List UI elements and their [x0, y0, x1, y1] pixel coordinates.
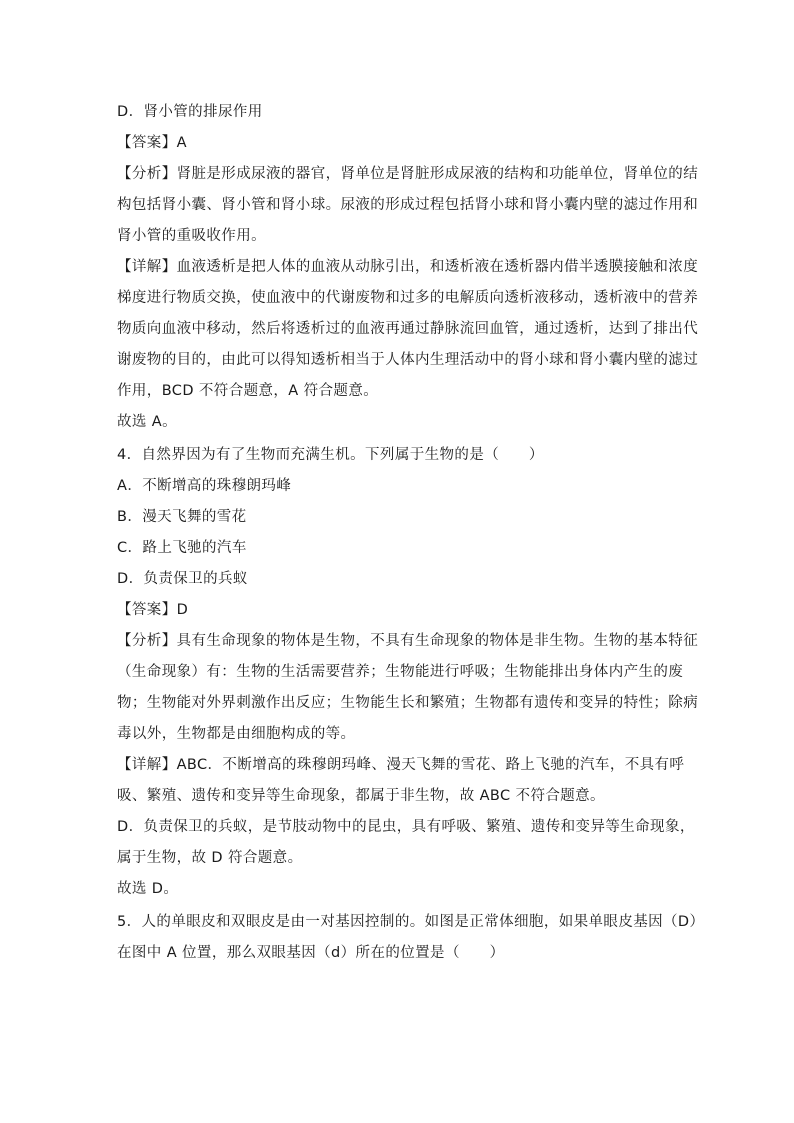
option-b-q4: B．漫天飞舞的雪花 — [117, 509, 247, 525]
analysis-q3-line1: 【分析】肾脏是形成尿液的器官，肾单位是肾脏形成尿液的结构和功能单位，肾单位的结 — [117, 166, 699, 182]
option-d-q4: D．负责保卫的兵蚁 — [117, 571, 248, 587]
analysis-q4-line3: 物；生物能对外界刺激作出反应；生物能生长和繁殖；生物都有遗传和变异的特性；除病 — [117, 695, 699, 711]
explanation-q3-line3: 物质向血液中移动，然后将透析过的血液再通过静脉流回血管，通过透析，达到了排出代 — [117, 321, 699, 337]
choice-q4: 故选 D。 — [117, 881, 179, 897]
answer-q3: 【答案】A — [117, 135, 187, 151]
explanation-q4-line3: D．负责保卫的兵蚁，是节肢动物中的昆虫，具有呼吸、繁殖、遗传和变异等生命现象， — [117, 819, 695, 835]
answer-q4: 【答案】D — [117, 602, 189, 618]
analysis-q4-line2: （生命现象）有：生物的生活需要营养；生物能进行呼吸；生物能排出身体内产生的废 — [117, 664, 684, 680]
analysis-q4-line1: 【分析】具有生命现象的物体是生物，不具有生命现象的物体是非生物。生物的基本特征 — [117, 633, 699, 649]
analysis-q4-line4: 毒以外，生物都是由细胞构成的等。 — [117, 726, 356, 742]
choice-q3: 故选 A。 — [117, 414, 178, 430]
explanation-q4-line2: 吸、繁殖、遗传和变异等生命现象，都属于非生物，故 ABC 不符合题意。 — [117, 788, 605, 804]
question-4: 4．自然界因为有了生物而充满生机。下列属于生物的是（ ） — [117, 447, 544, 463]
analysis-q3-line2: 构包括肾小囊、肾小管和肾小球。尿液的形成过程包括肾小球和肾小囊内壁的滤过作用和 — [117, 197, 699, 213]
option-a-q4: A．不断增高的珠穆朗玛峰 — [117, 478, 292, 494]
analysis-q3-line3: 肾小管的重吸收作用。 — [117, 228, 266, 244]
explanation-q4-line1: 【详解】ABC．不断增高的珠穆朗玛峰、漫天飞舞的雪花、路上飞驰的汽车，不具有呼 — [117, 757, 685, 773]
option-c-q4: C．路上飞驰的汽车 — [117, 540, 247, 556]
explanation-q3-line2: 梯度进行物质交换，使血液中的代谢废物和过多的电解质向透析液移动，透析液中的营养 — [117, 290, 699, 306]
option-d-q3: D．肾小管的排尿作用 — [117, 104, 263, 120]
question-5-line2: 在图中 A 位置，那么双眼基因（d）所在的位置是（ ） — [117, 945, 505, 961]
explanation-q3-line1: 【详解】血液透析是把人体的血液从动脉引出，和透析液在透析器内借半透膜接触和浓度 — [117, 259, 699, 275]
explanation-q4-line4: 属于生物，故 D 符合题意。 — [117, 850, 303, 866]
question-5-line1: 5．人的单眼皮和双眼皮是由一对基因控制的。如图是正常体细胞，如果单眼皮基因（D） — [117, 914, 705, 930]
explanation-q3-line5: 作用，BCD 不符合题意，A 符合题意。 — [117, 383, 379, 399]
explanation-q3-line4: 谢废物的目的，由此可以得知透析相当于人体内生理活动中的肾小球和肾小囊内壁的滤过 — [117, 352, 699, 368]
